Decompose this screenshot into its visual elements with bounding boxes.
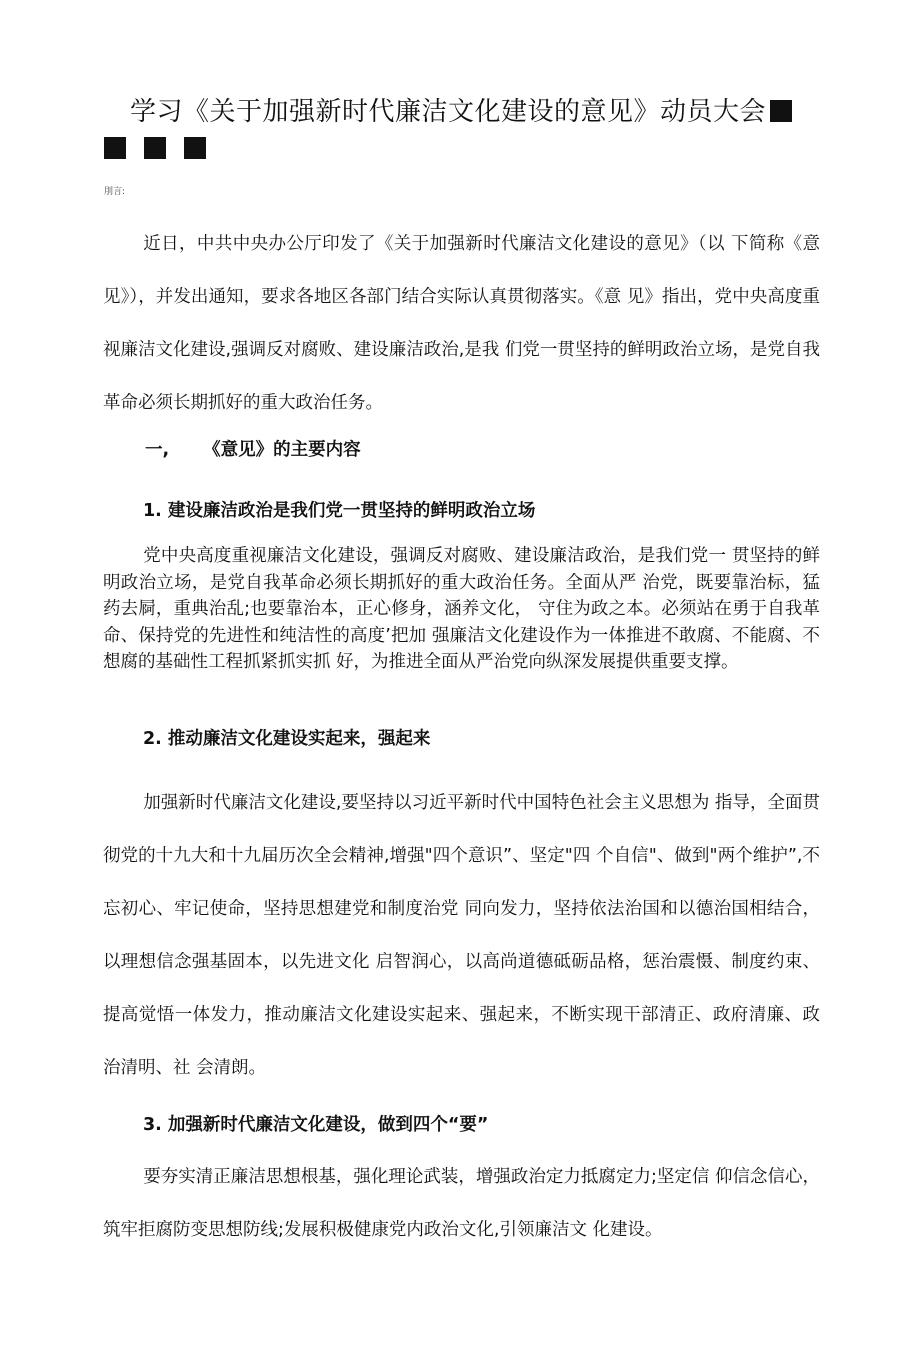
redacted-block-icon bbox=[184, 137, 206, 159]
section-number: 一, bbox=[145, 440, 170, 460]
redacted-block-icon bbox=[770, 100, 792, 122]
redacted-block-icon bbox=[104, 137, 126, 159]
intro-paragraph: 近日，中共中央办公厅印发了《关于加强新时代廉洁文化建设的意见》（以 下简称《意见》），并发出通知，要求各地区各部门结合实际认真贯彻落实。《意 见》指出，党中央高度重视廉洁文化建设,强调反对腐败、建设廉洁政治,是我 们党一贯坚持的鲜明政治立场，是党自我革命必须长期抓好的重大政治任务。 bbox=[103, 234, 820, 413]
subsection-body-2: 加强新时代廉洁文化建设,要坚持以习近平新时代中国特色社会主义思想为 指导，全面贯彻党的十九大和十九届历次全会精神,增强"四个意识”、坚定"四 个自信"、做到"两个维护”,不忘初心、牢记使命，坚持思想建党和制度治党 同向发力，坚持依法治国和以德治国相结合，以理想信念强基固本，以先进文化 启智润心，以高尚道德砥砺品格，惩治震慑、制度约束、提高觉悟一体发力，推动廉洁文化建设实起来、强起来，不断实现干部清正、政府清廉、政治清明、社 会清朗。 bbox=[103, 793, 820, 1078]
subsection-heading-2: 2. 推动廉洁文化建设实起来，强起来 bbox=[143, 729, 431, 749]
subsection-body-1: 党中央高度重视廉洁文化建设，强调反对腐败、建设廉洁政治，是我们党一 贯坚持的鲜明政治立场，是党自我革命必须长期抓好的重大政治任务。全面从严 治党，既要靠治标，猛药去屙，重典治乱;也要靠治本，正心修身，涵养文化， 守住为政之本。必须站在勇于自我革命、保持党的先进性和纯洁性的高度’把加 强廉洁文化建设作为一体推进不敢腐、不能腐、不想腐的基础性工程抓紧抓实抓 好，为推进全面从严治党向纵深发展提供重要支撑。 bbox=[103, 546, 820, 672]
subsection-heading-3: 3. 加强新时代廉洁文化建设，做到四个“要” bbox=[143, 1115, 489, 1135]
subsection-heading-1: 1. 建设廉洁政治是我们党一贯坚持的鲜明政治立场 bbox=[143, 501, 536, 521]
section-title: 《意见》的主要内容 bbox=[203, 440, 361, 460]
preface-label: 刖言: bbox=[104, 187, 126, 197]
section-heading bbox=[145, 437, 361, 463]
document-title bbox=[130, 94, 792, 130]
document-title-continued bbox=[104, 134, 224, 164]
subsection-body-3: 要夯实清正廉洁思想根基，强化理论武装，增强政治定力抵腐定力;坚定信 仰信念信心，筑牢拒腐防变思想防线;发展积极健康党内政治文化,引领廉洁文 化建设。 bbox=[103, 1167, 820, 1240]
redacted-block-icon bbox=[144, 137, 166, 159]
document-title-text: 学习《关于加强新时代廉洁文化建设的意见》动员大会 bbox=[130, 97, 767, 127]
